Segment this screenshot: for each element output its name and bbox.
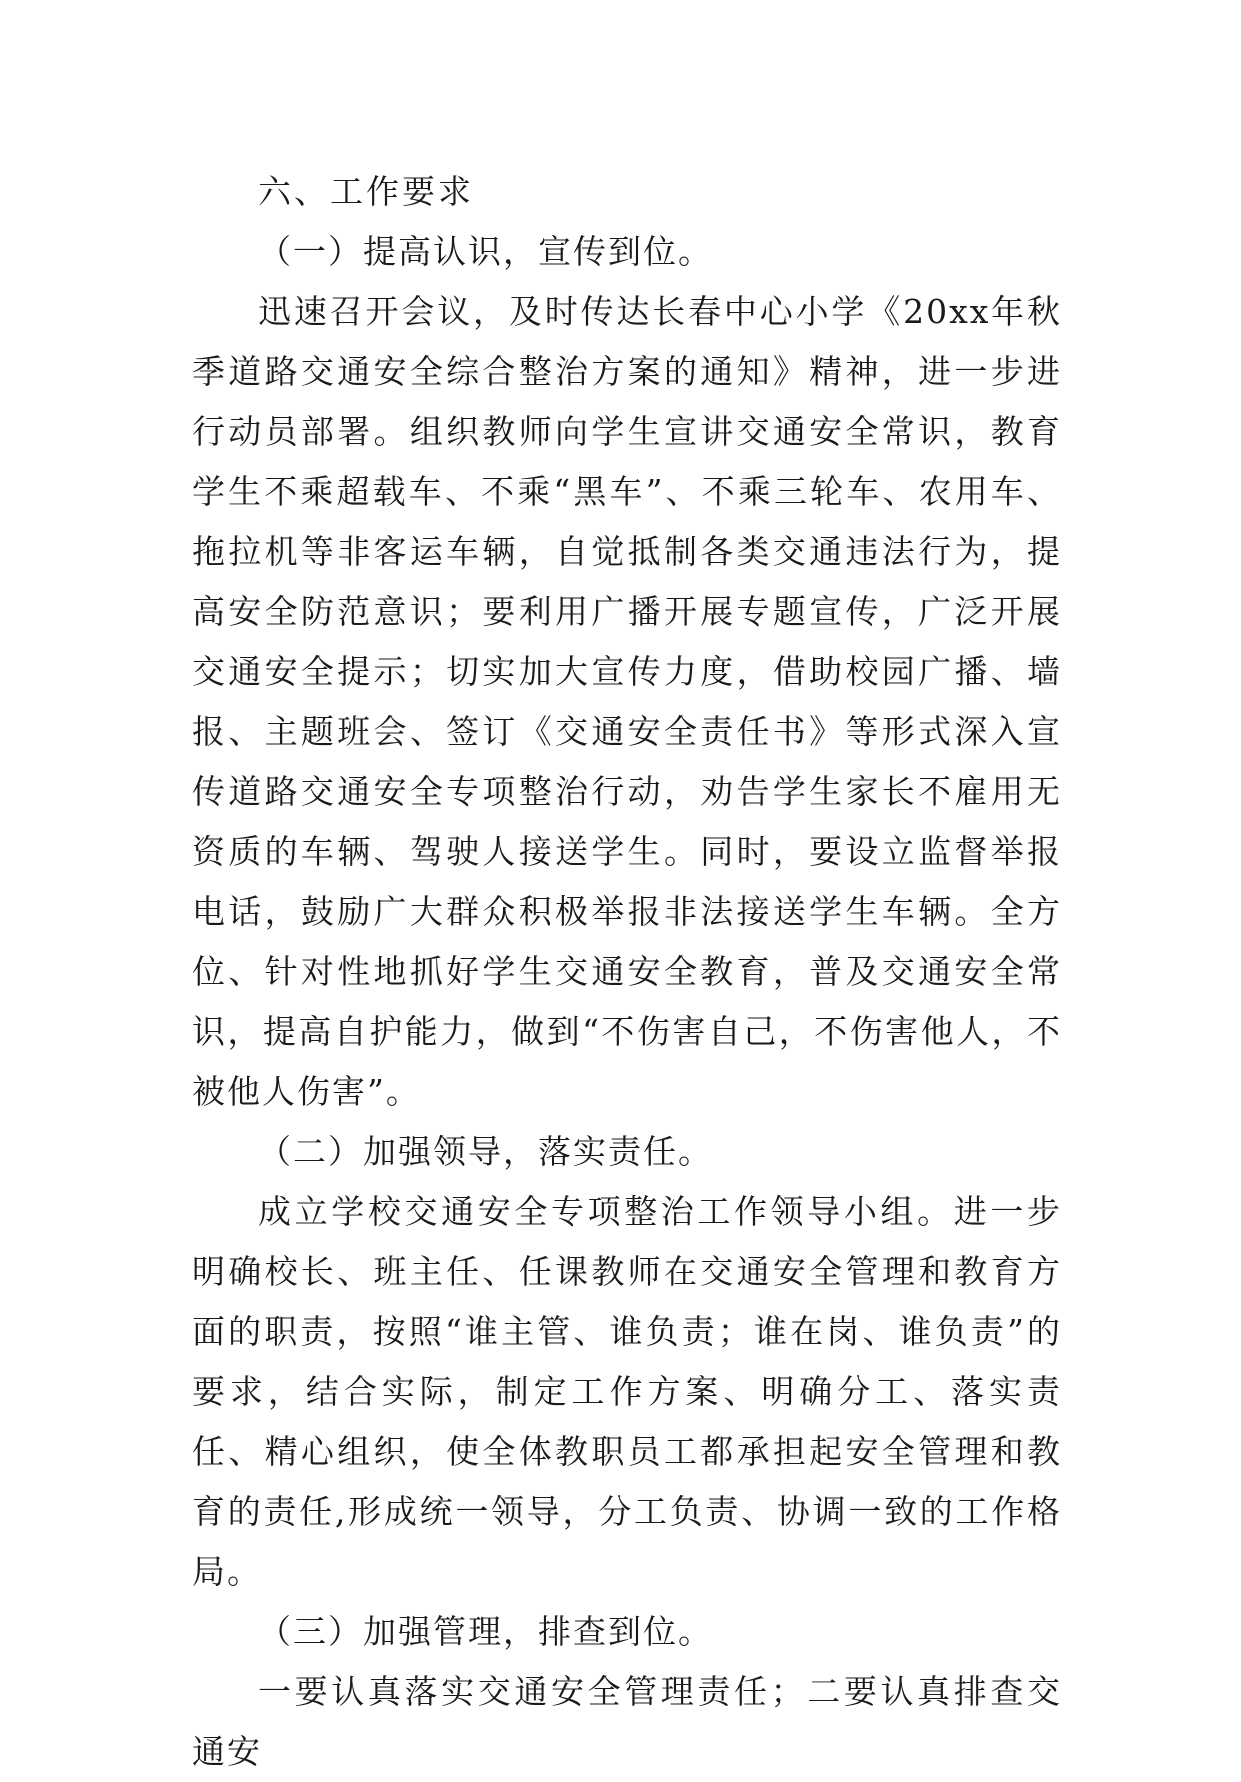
subsection-heading-2: （二）加强领导，落实责任。 <box>258 1132 713 1171</box>
section-heading: 六、工作要求 <box>258 172 474 211</box>
paragraph-leadership: 成立学校交通安全专项整治工作领导小组。进一步明确校长、班主任、任课教师在交通安全管理和教育方面的职责，按照“谁主管、谁负责；谁在岗、谁负责”的要求，结合实际，制定工作方案、明确分工、落实责任、精心组织，使全体教职员工都承担起安全管理和教育的责任,形成统一领导，分工负责、协调一致的工作格局。 <box>192 1192 1062 1591</box>
paragraph-management: 一要认真落实交通安全管理责任；二要认真排查交通安 <box>192 1672 1062 1771</box>
subsection-heading-1: （一）提高认识，宣传到位。 <box>258 232 713 271</box>
paragraph-publicity: 迅速召开会议，及时传达长春中心小学《20xx年秋季道路交通安全综合整治方案的通知》精神，进一步进行动员部署。组织教师向学生宣讲交通安全常识，教育学生不乘超载车、不乘“黑车”、不乘三轮车、农用车、拖拉机等非客运车辆，自觉抵制各类交通违法行为，提高安全防范意识；要利用广播开展专题宣传，广泛开展交通安全提示；切实加大宣传力度，借助校园广播、墙报、主题班会、签订《交通安全责任书》等形式深入宣传道路交通安全专项整治行动，劝告学生家长不雇用无资质的车辆、驾驶人接送学生。同时，要设立监督举报电话，鼓励广大群众积极举报非法接送学生车辆。全方位、针对性地抓好学生交通安全教育，普及交通安全常识，提高自护能力，做到“不伤害自己，不伤害他人，不被他人伤害”。 <box>192 292 1062 1111</box>
document-body <box>192 162 1062 1782</box>
subsection-heading-3: （三）加强管理，排查到位。 <box>258 1612 713 1651</box>
